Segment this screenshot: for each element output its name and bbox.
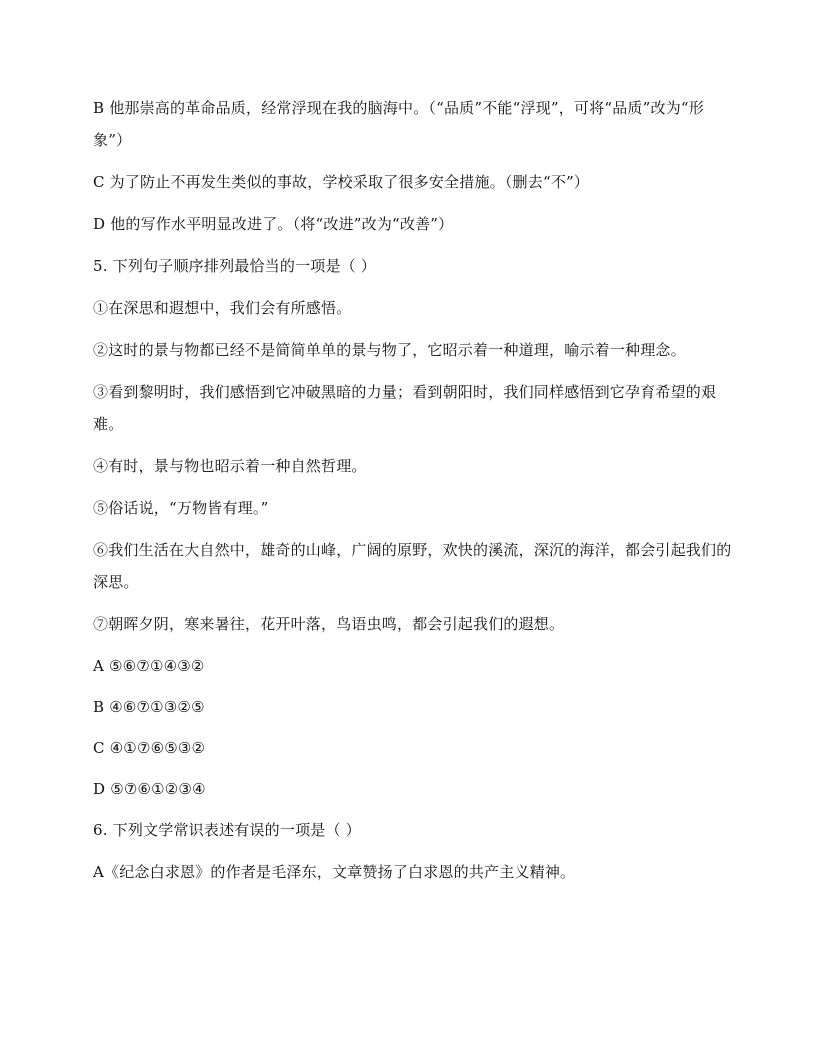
option-d-q5: D ⑤⑦⑥①②③④ — [93, 780, 206, 798]
option-b-q5: B ④⑥⑦①③②⑤ — [93, 698, 205, 716]
sentence-1: ①在深思和遐想中，我们会有所感悟。 — [93, 299, 352, 317]
option-c-q5: C ④①⑦⑥⑤③② — [93, 739, 206, 757]
question-6-stem: 6. 下列文学常识表述有误的一项是（ ） — [93, 821, 361, 839]
option-b-q4: B 他那崇高的革命品质，经常浮现在我的脑海中。（“品质”不能“浮现”，可将“品质”改为“形象”） — [93, 99, 704, 149]
sentence-5: ⑤俗话说，“万物皆有理。” — [93, 499, 269, 517]
sentence-7: ⑦朝晖夕阴，寒来暑往，花开叶落，鸟语虫鸣，都会引起我们的遐想。 — [93, 615, 565, 633]
option-c-q4: C 为了防止不再发生类似的事故，学校采取了很多安全措施。（删去“不”） — [93, 173, 590, 191]
option-a-q6: A《纪念白求恩》的作者是毛泽东，文章赞扬了白求恩的共产主义精神。 — [93, 863, 576, 881]
sentence-3: ③看到黎明时，我们感悟到它冲破黑暗的力量；看到朝阳时，我们同样感悟到它孕育希望的艰难。 — [93, 383, 717, 433]
sentence-2: ②这时的景与物都已经不是简简单单的景与物了，它昭示着一种道理，喻示着一种理念。 — [93, 341, 686, 359]
sentence-4: ④有时，景与物也昭示着一种自然哲理。 — [93, 457, 367, 475]
question-5-stem: 5. 下列句子顺序排列最恰当的一项是（ ） — [93, 257, 377, 275]
option-a-q5: A ⑤⑥⑦①④③② — [93, 657, 205, 675]
document-body — [93, 92, 733, 898]
sentence-6: ⑥我们生活在大自然中，雄奇的山峰，广阔的原野，欢快的溪流，深沉的海洋，都会引起我们的深思。 — [93, 541, 732, 591]
option-d-q4: D 他的写作水平明显改进了。（将“改进”改为“改善”） — [93, 215, 454, 233]
